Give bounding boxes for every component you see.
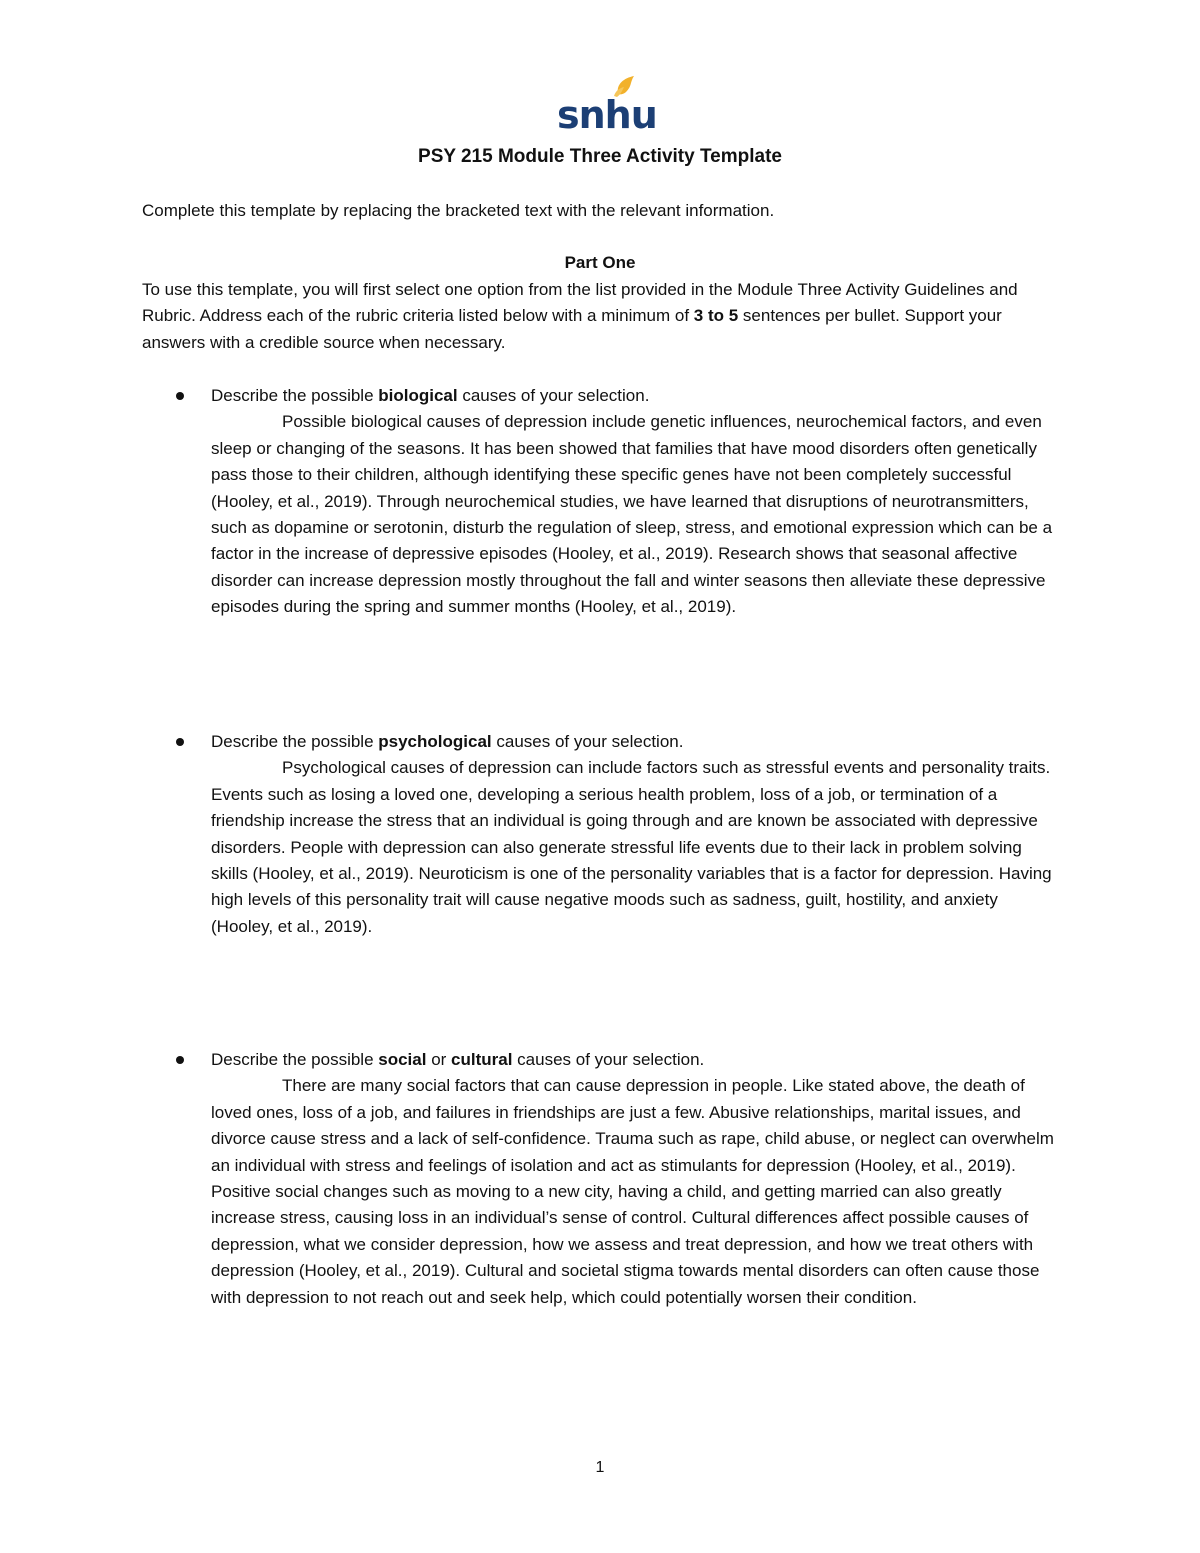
bullet-prompt bbox=[211, 383, 1072, 409]
prompt-bold: social bbox=[378, 1050, 427, 1069]
intro-paragraph: Complete this template by replacing the bracketed text with the relevant information. bbox=[142, 201, 775, 220]
prompt-text-end: causes of your selection. bbox=[457, 386, 650, 405]
bullet-answer: Possible biological causes of depression include genetic influences, neurochemical factors, and even sleep or changing of the seasons. It has been showed that families that have mood disorders often genetically pass those to their children, although identifying these specific genes have not been completely successful (Hooley, et al., 2019). Through neurochemical studies, we have learned that disruptions of neurotransmitters, such as dopamine or serotonin, disturb the regulation of sleep, stress, and emotional expression which can be a factor in the increase of depressive episodes (Hooley, et al., 2019). Research shows that seasonal affective disorder can increase depression mostly throughout the fall and winter seasons then alleviate these depressive episodes during the spring and summer months (Hooley, et al., 2019). bbox=[211, 412, 1053, 617]
prompt-bold-2: cultural bbox=[451, 1050, 513, 1069]
prompt-text: Describe the possible bbox=[211, 1050, 379, 1069]
prompt-bold: biological bbox=[378, 386, 458, 405]
prompt-bold: psychological bbox=[378, 732, 492, 751]
prompt-text-middle: or bbox=[426, 1050, 452, 1069]
instructions-text: To use this template, you will first select one option from the list provided in the Module Three Activity Guidelines and Rubric. Address each of the rubric criteria listed below with a minimum of bbox=[142, 280, 1018, 326]
prompt-text-end: causes of your selection. bbox=[512, 1050, 705, 1069]
bullet-prompt bbox=[211, 1047, 1072, 1073]
bullet-psychological bbox=[142, 729, 1072, 940]
prompt-text-end: causes of your selection. bbox=[491, 732, 684, 751]
flame-leaf-icon bbox=[556, 74, 657, 137]
bullet-dot-icon bbox=[176, 392, 184, 400]
bullet-biological bbox=[142, 383, 1072, 621]
bullet-dot-icon bbox=[176, 1056, 184, 1064]
bullet-dot-icon bbox=[176, 738, 184, 746]
bullet-answer: There are many social factors that can cause depression in people. Like stated above, the death of loved ones, loss of a job, and failures in friendships are just a few. Abusive relationships, marital issues, and divorce cause stress and a lack of self-confidence. Trauma such as rape, child abuse, or neglect can overwhelm an individual with stress and feelings of isolation and act as stimulants for depression (Hooley, et al., 2019). Positive social changes such as moving to a new city, having a child, and getting married can also greatly increase stress, causing loss in an individual’s sense of control. Cultural differences affect possible causes of depression, what we consider depression, how we assess and treat depression, and how we treat others with depression (Hooley, et al., 2019). Cultural and societal stigma towards mental disorders can often cause those with depression to not reach out and seek help, which could potentially worsen their condition. bbox=[211, 1076, 1054, 1307]
logo-text: snhu bbox=[557, 93, 657, 137]
bullet-answer: Psychological causes of depression can include factors such as stressful events and personality traits. Events such as losing a loved one, developing a serious health problem, loss of a job, or termination of a friendship increase the stress that an individual is going through and are known be associated with depressive disorders. People with depression can also generate stressful life events due to their lack in problem solving skills (Hooley, et al., 2019). Neuroticism is one of the personality variables that is a factor for depression. Having high levels of this personality trait will cause negative moods such as sadness, guilt, hostility, and anxiety (Hooley, et al., 2019). bbox=[211, 758, 1052, 936]
bullet-prompt bbox=[211, 729, 1072, 755]
instructions-bold: 3 to 5 bbox=[693, 306, 739, 326]
part-heading: Part One bbox=[564, 253, 636, 272]
instructions-text-end: sentences per bullet. Support your answers with a credible source when necessary. bbox=[142, 306, 1002, 352]
bullet-social-cultural bbox=[142, 1047, 1072, 1311]
document-title: PSY 215 Module Three Activity Template bbox=[418, 146, 782, 167]
instructions-paragraph bbox=[142, 277, 1062, 356]
page-number: 1 bbox=[595, 1459, 605, 1476]
snhu-logo bbox=[556, 74, 657, 137]
prompt-text: Describe the possible bbox=[211, 732, 379, 751]
prompt-text: Describe the possible bbox=[211, 386, 379, 405]
